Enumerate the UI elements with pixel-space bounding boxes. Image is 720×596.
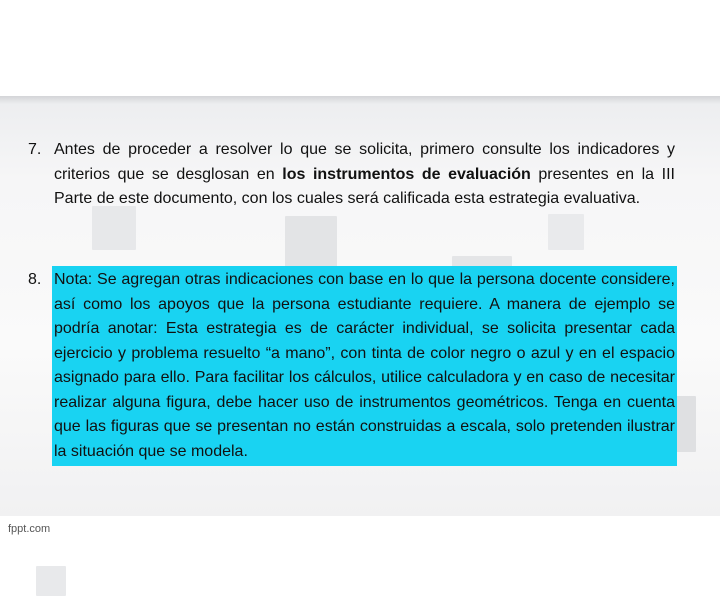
list-item-8 bbox=[28, 268, 675, 464]
decorative-cube bbox=[548, 214, 584, 250]
list-number: 7. bbox=[28, 141, 42, 158]
list-item-text bbox=[54, 138, 675, 212]
text-segment: Antes de proceder a resolver lo que se solicita, primero consulte los indicadores y criterios que se desglosan en bbox=[54, 141, 675, 183]
decorative-cube bbox=[92, 206, 136, 250]
decorative-cube bbox=[285, 216, 337, 268]
bold-text-segment: los instrumentos de evaluación bbox=[282, 165, 531, 183]
decorative-cube bbox=[36, 566, 66, 596]
list-number: 8. bbox=[28, 271, 42, 288]
highlighted-text: Nota: Se agregan otras indicaciones con base en lo que la persona docente considere, así como los apoyos que la persona estudiante requiere. A manera de ejemplo se podría anotar: Esta estrategia es de carácter individual, se solicita presentar cada ejercicio y problema resuelto “a mano”, con tinta de color negro o azul y en el espacio asignado para ello. Para facilitar los cálculos, utilice calculadora y en caso de necesitar realizar alguna figura, debe hacer uso de instrumentos geométricos. Tenga en cuenta que las figuras que se presentan no están construidas a escala, solo pretenden ilustrar la situación que se modela. bbox=[54, 268, 675, 464]
footer-brand: fppt.com bbox=[8, 523, 51, 535]
list-item-7 bbox=[28, 138, 675, 212]
text-segment: presentes en la III Parte de este documento, con los cuales será calificada esta estrategia evaluativa. bbox=[54, 165, 675, 207]
